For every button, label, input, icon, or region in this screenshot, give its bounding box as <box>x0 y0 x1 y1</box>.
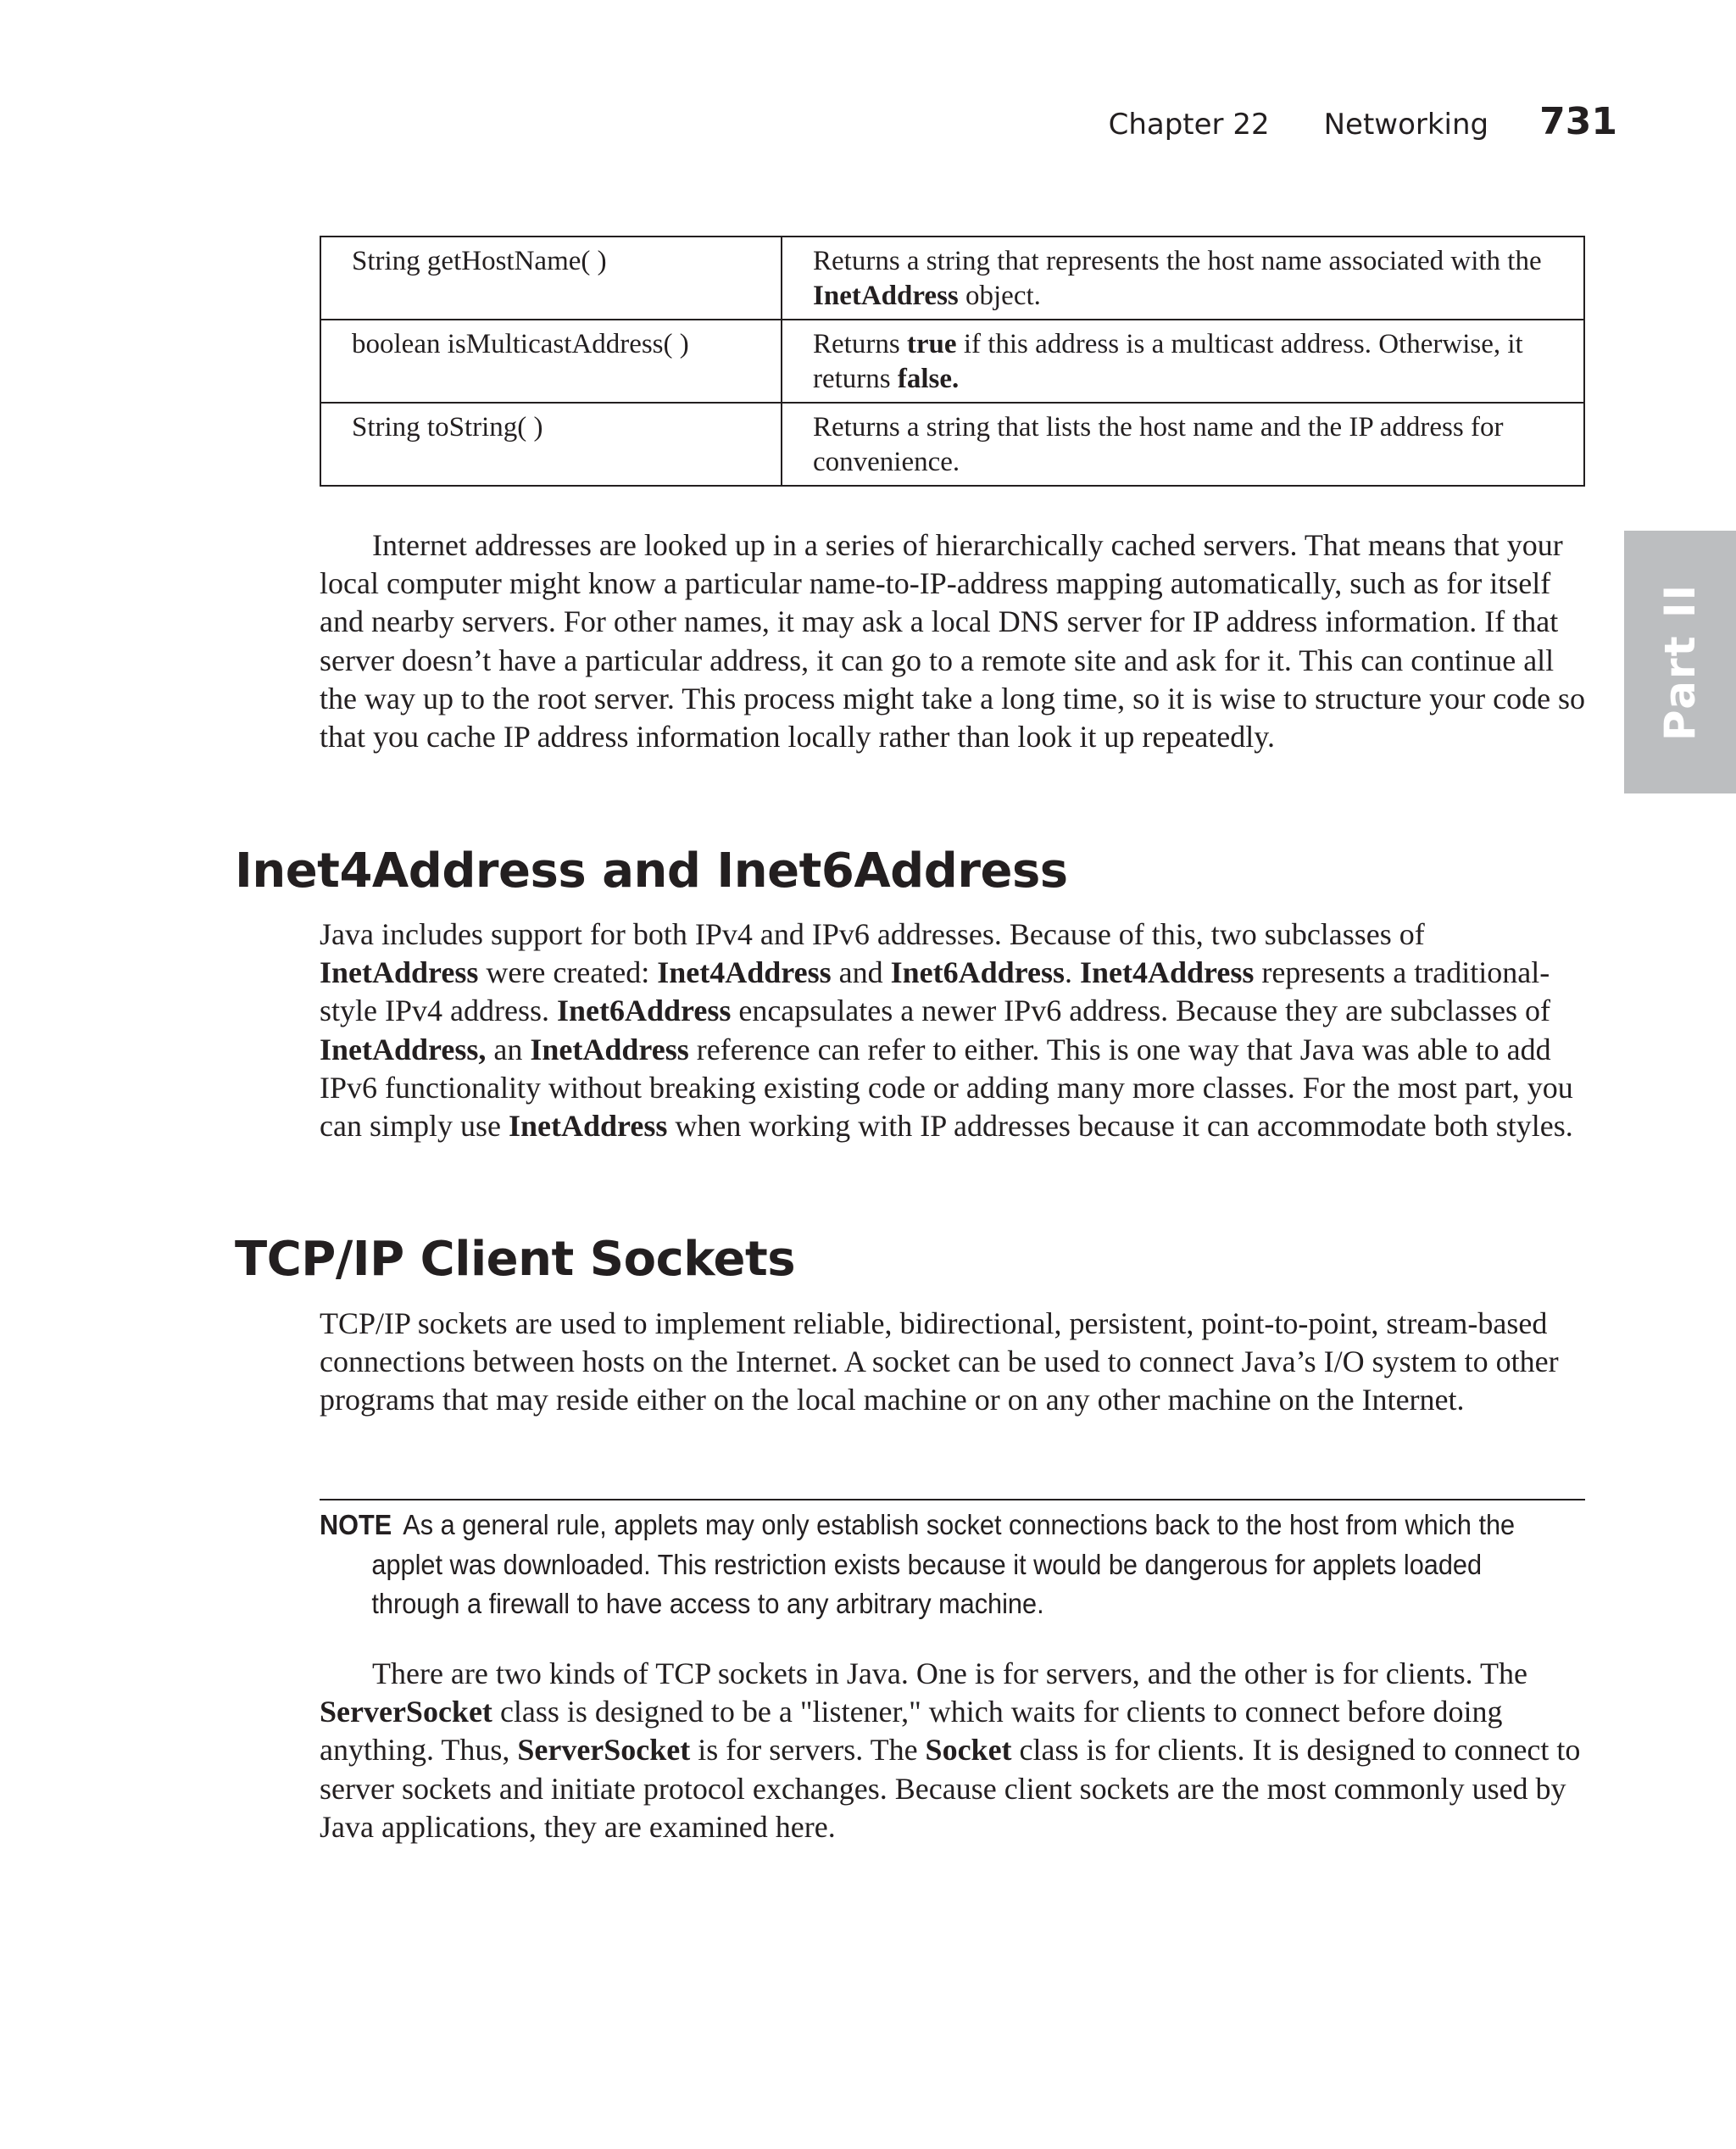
bold-term: ServerSocket <box>517 1733 691 1768</box>
page-number: 731 <box>1539 100 1617 143</box>
inet-address-heading: Inet4Address and Inet6Address <box>235 843 1068 899</box>
method-description: Returns a string that represents the host name associated with the InetAddress object. <box>782 237 1584 320</box>
bold-term: Inet6Address <box>890 955 1065 990</box>
inet-address-paragraph: Java includes support for both IPv4 and IPv6 addresses. Because of this, two subclasses of InetAddress were created: Inet4Address and Inet6Address. Inet4Address represents a traditional-style IPv4 address. Inet6Address encapsulates a newer IPv6 address. Because they are subclasses of InetAddress, an InetAddress reference can refer to either. This is one way that Java was able to add IPv6 functionality without breaking existing code or adding many more classes. For the most part, you can simply use InetAddress when working with IP addresses because it can accommodate both styles. <box>320 917 1573 1144</box>
socket-kinds-paragraph: There are two kinds of TCP sockets in Java. One is for servers, and the other is for clients. The ServerSocket class is designed to be a "listener," which waits for clients to connect before doing anything. Thus, ServerSocket is for servers. The Socket class is for clients. It is designed to connect to server sockets and initiate protocol exchanges. Because client sockets are the most commonly used by Java applications, they are examined here. <box>320 1656 1581 1844</box>
method-signature: String toString( ) <box>320 403 782 486</box>
table-row <box>320 320 1584 403</box>
bold-term: InetAddress <box>530 1032 689 1066</box>
bold-term: Inet4Address <box>657 955 832 990</box>
method-table <box>320 236 1585 487</box>
method-description: Returns a string that lists the host name and the IP address for convenience. <box>782 403 1584 486</box>
tcp-client-sockets-heading: TCP/IP Client Sockets <box>235 1232 796 1287</box>
bold-term: Inet6Address <box>556 994 732 1028</box>
bold-term: ServerSocket <box>320 1695 492 1729</box>
note-divider <box>320 1499 1585 1500</box>
running-header <box>1109 100 1617 143</box>
bold-term: false. <box>897 364 960 394</box>
table-row <box>320 403 1584 486</box>
table-row <box>320 237 1584 320</box>
part-tab-label: Part II <box>1655 582 1705 742</box>
bold-term: Socket <box>925 1733 1012 1768</box>
note-label: NOTE <box>320 1509 392 1540</box>
method-signature: String getHostName( ) <box>320 237 782 320</box>
bold-term: InetAddress <box>813 281 959 311</box>
tcp-sockets-paragraph: TCP/IP sockets are used to implement reliable, bidirectional, persistent, point-to-point, stream-based connections between hosts on the Internet. A socket can be used to connect Java’s I/O system to other programs that may reside either on the local machine or on any other machine on the Internet. <box>320 1306 1559 1417</box>
method-description: Returns true if this address is a multicast address. Otherwise, it returns false. <box>782 320 1584 403</box>
lookup-paragraph: Internet addresses are looked up in a series of hierarchically cached servers. That means that your local computer might know a particular name-to-IP-address mapping automatically, such as for itself and nearby servers. For other names, it may ask a local DNS server for IP address information. If that server doesn’t have a particular address, it can go to a remote site and ask for it. This can continue all the way up to the root server. This process might take a long time, so it is wise to structure your code so that you cache IP address information locally rather than look it up repeatedly. <box>320 528 1586 754</box>
note-box <box>320 1506 1549 1624</box>
bold-term: InetAddress <box>508 1109 668 1144</box>
chapter-label: Chapter 22 <box>1108 108 1270 142</box>
bold-term: true <box>906 329 957 359</box>
part-tab <box>1624 531 1736 793</box>
note-text: As a general rule, applets may only establish socket connections back to the host from which the applet was downloaded. This restriction exists because it would be dangerous for applets loaded through a firewall to have access to any arbitrary machine. <box>371 1509 1516 1619</box>
section-label: Networking <box>1323 108 1489 142</box>
bold-term: InetAddress <box>320 955 479 990</box>
method-signature: boolean isMulticastAddress( ) <box>320 320 782 403</box>
bold-term: Inet4Address <box>1079 955 1255 990</box>
bold-term: InetAddress, <box>320 1032 487 1066</box>
